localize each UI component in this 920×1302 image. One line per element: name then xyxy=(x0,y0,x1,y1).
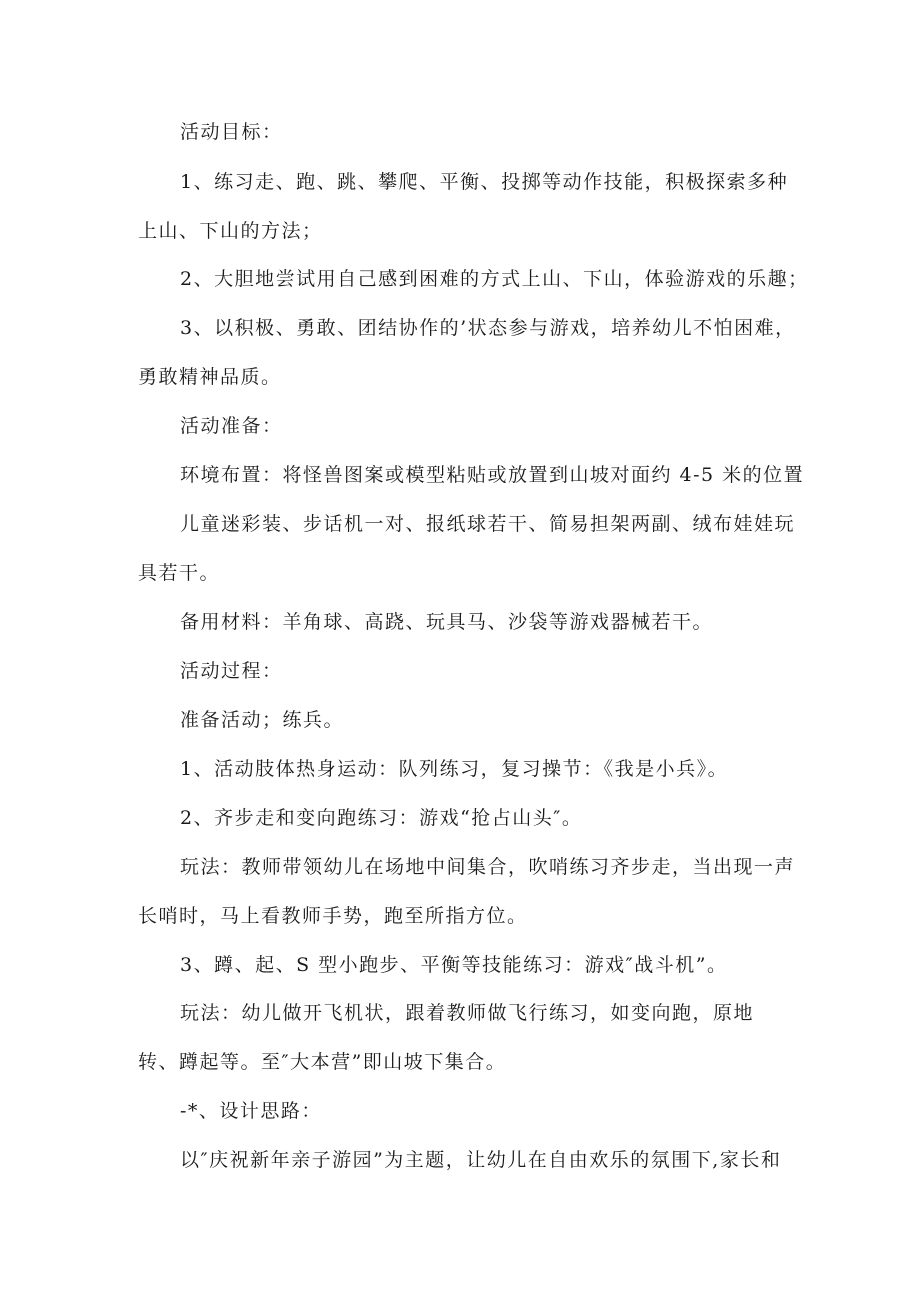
goal-2: 2、大胆地尝试用自己感到困难的方式上山、下山，体验游戏的乐趣； xyxy=(180,268,809,290)
heading-activity-goals: 活动目标： xyxy=(180,121,283,143)
preparation-backup-materials: 备用材料：羊角球、高跷、玩具马、沙袋等游戏器械若干。 xyxy=(180,611,714,633)
process-step-3-rules-line-2: 转、蹲起等。至″大本营”即山坡下集合。 xyxy=(138,1051,507,1073)
goal-3-line-2: 勇敢精神品质。 xyxy=(138,366,282,388)
heading-activity-preparation: 活动准备： xyxy=(180,415,283,437)
process-step-2: 2、齐步走和变向跑练习：游戏“抢占山头″。 xyxy=(180,807,583,829)
process-warmup: 准备活动；练兵。 xyxy=(180,709,345,731)
process-step-2-rules-line-1: 玩法：教师带领幼儿在场地中间集合，吹哨练习齐步走，当出现一声 xyxy=(180,856,796,878)
design-ideas-text: 以″庆祝新年亲子游园”为主题，让幼儿在自由欢乐的氛围下,家长和 xyxy=(180,1149,782,1171)
heading-design-ideas: -*、设计思路： xyxy=(180,1100,322,1122)
process-step-3-rules-line-1: 玩法：幼儿做开飞机状，跟着教师做飞行练习，如变向跑，原地 xyxy=(180,1002,755,1024)
process-step-1: 1、活动肢体热身运动：队列练习，复习操节：《我是小兵》。 xyxy=(180,758,729,780)
process-step-3: 3、蹲、起、S 型小跑步、平衡等技能练习：游戏″战斗机”。 xyxy=(180,954,728,976)
preparation-environment: 环境布置：将怪兽图案或模型粘贴或放置到山坡对面约 4-5 米的位置 xyxy=(180,464,805,486)
process-step-2-rules-line-2: 长哨时，马上看教师手势，跑至所指方位。 xyxy=(138,905,528,927)
heading-activity-process: 活动过程： xyxy=(180,660,283,682)
preparation-materials-line-2: 具若干。 xyxy=(138,562,221,584)
goal-1-line-2: 上山、下山的方法； xyxy=(138,220,323,242)
goal-1-line-1: 1、练习走、跑、跳、攀爬、平衡、投掷等动作技能，积极探索多种 xyxy=(180,171,789,193)
goal-3-line-1: 3、以积极、勇敢、团结协作的’状态参与游戏，培养幼儿不怕困难， xyxy=(180,317,796,339)
preparation-materials-line-1: 儿童迷彩装、步话机一对、报纸球若干、简易担架两副、绒布娃娃玩 xyxy=(180,513,796,535)
